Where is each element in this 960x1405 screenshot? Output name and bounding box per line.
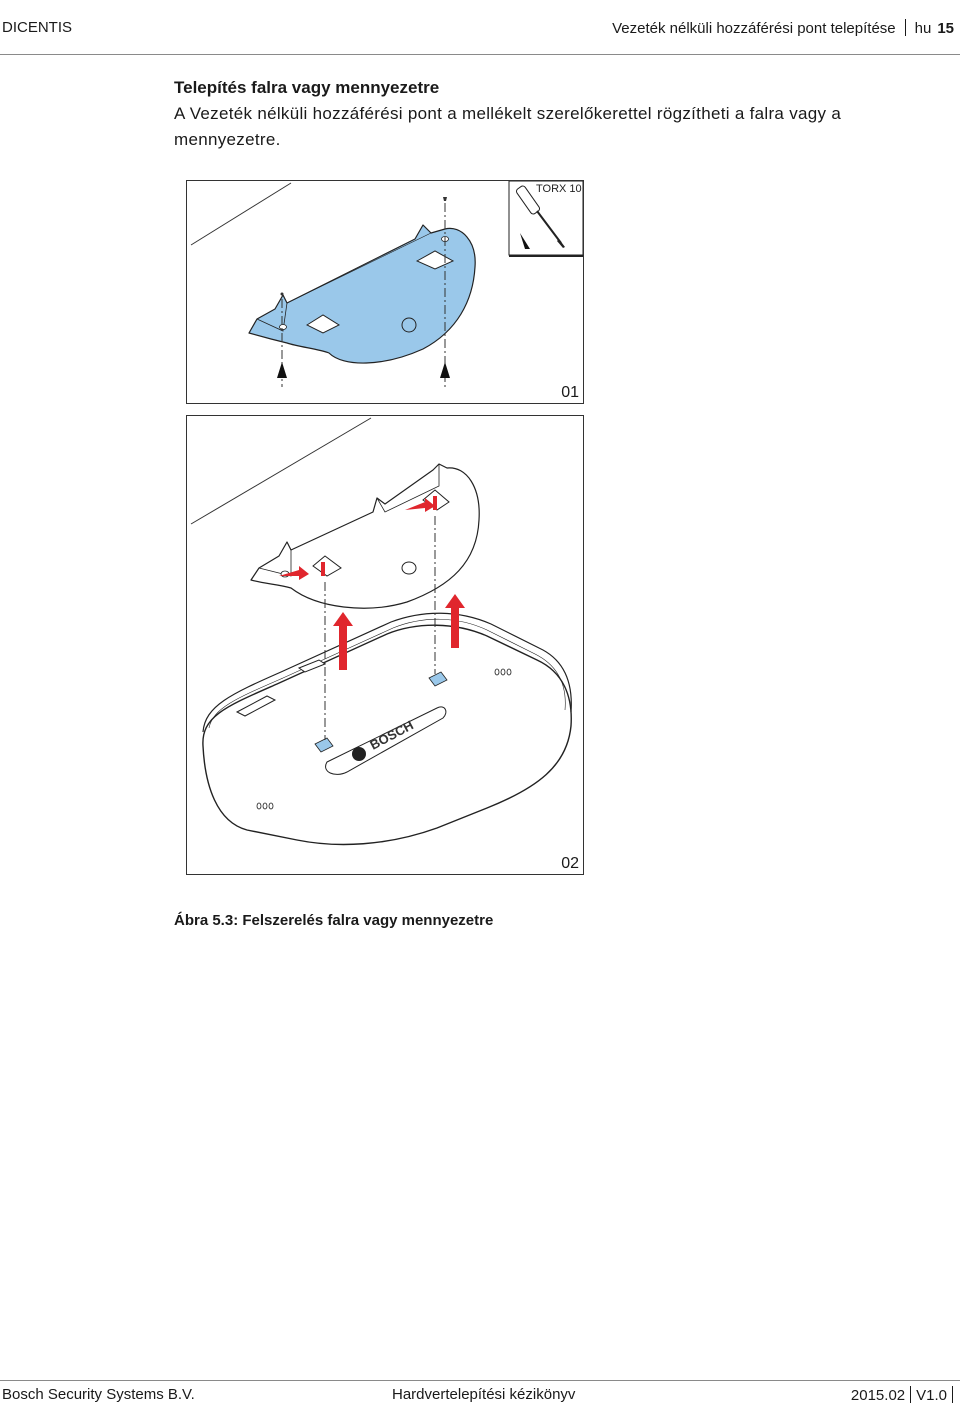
bracket-mounting-illustration [187,181,583,403]
mounting-bracket [251,464,479,608]
footer-manual-title: Hardvertelepítési kézikönyv [392,1386,576,1403]
header-divider [0,54,960,55]
figure-caption: Ábra 5.3: Felszerelés falra vagy mennyezetre [174,912,494,929]
footer-company: Bosch Security Systems B.V. [2,1386,195,1403]
up-arrow [277,362,287,378]
header-product-name: DICENTIS [2,19,73,36]
bosch-logo-icon [352,747,366,761]
device-attach-illustration [187,416,583,874]
figure-step-02 [186,415,584,875]
figure-step-01 [186,180,584,404]
body-paragraph: A Vezeték nélküli hozzáférési pont a mellékelt szerelőkerettel rögzítheti a falra vagy a mennyezetre. [174,104,842,149]
footer-version: V1.0 [916,1387,947,1404]
footer-version-info [851,1386,958,1404]
brand-logo: BOSCH [367,717,416,753]
figure-step-number: 02 [561,855,579,872]
page-number: 15 [937,20,954,37]
up-arrow [440,362,450,378]
tool-label: TORX 10 [536,183,582,195]
figure-step-number: 01 [561,384,579,401]
header-section-info [612,19,954,37]
section-title: Telepítés falra vagy mennyezetre [174,78,440,97]
footer-date: 2015.02 [850,1387,906,1404]
footer-separator [952,1386,953,1403]
header-language: hu [914,20,932,37]
header-separator [905,19,906,36]
footer-divider [0,1380,960,1381]
header-section-title: Vezeték nélküli hozzáférési pont telepítése [612,20,896,37]
footer-separator [910,1386,911,1403]
